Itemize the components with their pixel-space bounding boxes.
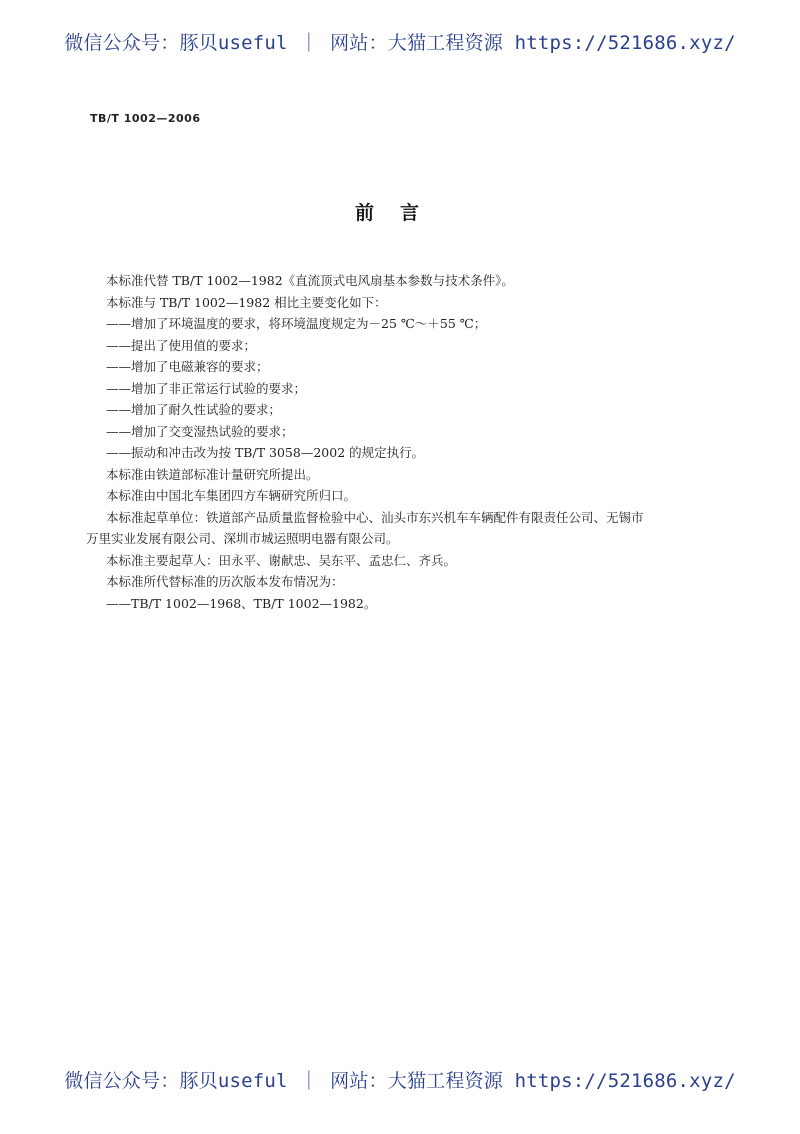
paragraph-drafters: 本标准主要起草人：田永平、谢献忠、吴东平、孟忠仁、齐兵。 [106, 552, 457, 568]
paragraph-history-intro: 本标准所代替标准的历次版本发布情况为： [106, 574, 344, 589]
change-item-temperature: ——增加了环境温度的要求，将环境温度规定为－25 ℃～＋55 ℃； [106, 316, 487, 331]
document-code: TB/T 1002—2006 [90, 112, 201, 125]
change-item-durability: ——增加了耐久性试验的要求； [106, 402, 282, 417]
change-item-damp-heat: ——增加了交变湿热试验的要求； [106, 423, 294, 439]
change-item-emc: ——增加了电磁兼容的要求； [106, 359, 269, 374]
paragraph-replaces: 本标准代替 TB/T 1002—1982《直流顶式电风扇基本参数与技术条件》。 [106, 273, 514, 288]
history-item: ——TB/T 1002—1968、TB/T 1002—1982。 [106, 595, 377, 611]
paragraph-managed-by: 本标准由中国北车集团四方车辆研究所归口。 [106, 488, 357, 503]
change-item-abnormal-operation: ——增加了非正常运行试验的要求； [106, 380, 307, 396]
paragraph-proposed-by: 本标准由铁道部标准计量研究所提出。 [106, 466, 319, 482]
paragraph-changes-intro: 本标准与 TB/T 1002—1982 相比主要变化如下： [106, 294, 387, 310]
page-title: 前言 [354, 202, 445, 224]
change-item-vibration: ——振动和冲击改为按 TB/T 3058—2002 的规定执行。 [106, 445, 425, 460]
watermark-bottom: 微信公众号：豚贝useful ｜ 网站：大猫工程资源 https://521686.xyz/ [64, 1070, 736, 1092]
foreword-body [86, 270, 716, 614]
paragraph-drafting-units: 本标准起草单位：铁道部产品质量监督检验中心、汕头市东兴机车车辆配件有限责任公司、无锡市 [106, 509, 644, 525]
paragraph-drafting-units-cont: 万里实业发展有限公司、深圳市城运照明电器有限公司。 [86, 531, 399, 546]
change-item-usage-value: ——提出了使用值的要求； [106, 337, 257, 353]
watermark-top: 微信公众号：豚贝useful ｜ 网站：大猫工程资源 https://521686.xyz/ [64, 32, 736, 54]
